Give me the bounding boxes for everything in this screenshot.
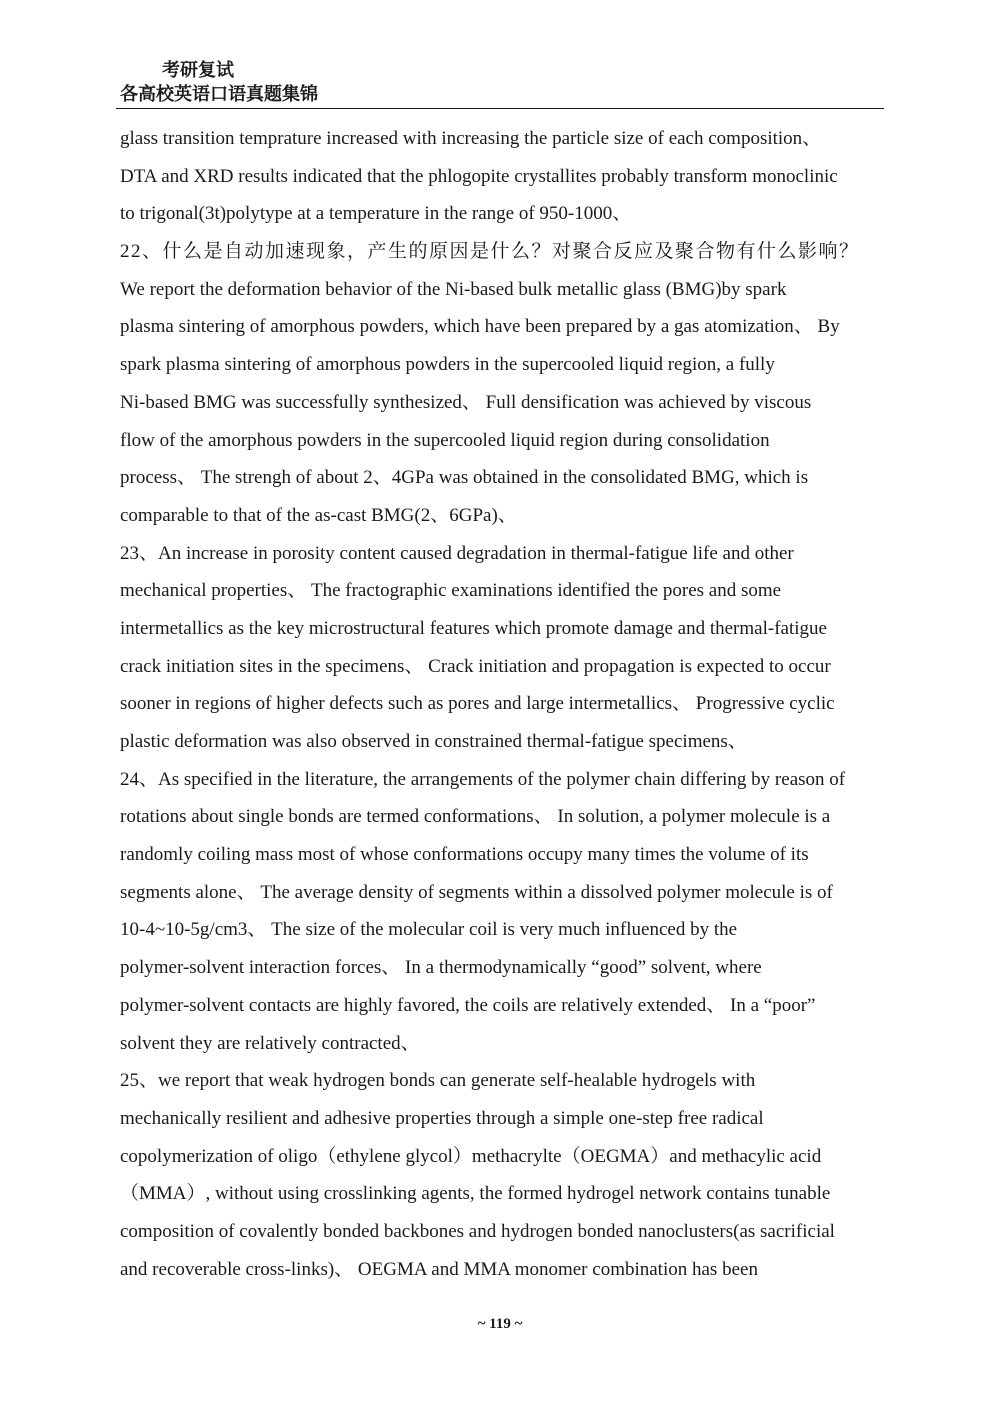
text-line: randomly coiling mass most of whose conformations occupy many times the volume of its xyxy=(120,844,809,866)
text-line: comparable to that of the as-cast BMG(2、6GPa)、 xyxy=(120,504,517,526)
text-line: crack initiation sites in the specimens、 Crack initiation and propagation is expected to occur xyxy=(120,655,831,677)
question-25-line: 25、we report that weak hydrogen bonds can generate self-healable hydrogels with xyxy=(120,1070,756,1092)
text-line: plastic deformation was also observed in constrained thermal-fatigue specimens、 xyxy=(120,731,747,752)
text-line: mechanical properties、 The fractographic examinations identified the pores and some xyxy=(120,580,782,602)
text-line: rotations about single bonds are termed conformations、 In solution, a polymer molecule is a xyxy=(120,806,831,828)
question-24-line: 24、As specified in the literature, the arrangements of the polymer chain differing by reason of xyxy=(120,768,846,790)
text-line: Ni-based BMG was successfully synthesized、 Full densification was achieved by viscous xyxy=(120,391,812,413)
question-23-line: 23、An increase in porosity content caused degradation in thermal-fatigue life and other xyxy=(120,542,794,564)
document-body xyxy=(120,120,888,1288)
text-line: to trigonal(3t)polytype at a temperature in the range of 950-1000、 xyxy=(120,203,632,225)
text-line: intermetallics as the key microstructural features which promote damage and thermal-fatigue xyxy=(120,617,827,639)
text-line: （MMA）, without using crosslinking agents, the formed hydrogel network contains tunable xyxy=(120,1183,831,1205)
text-line: segments alone、 The average density of segments within a dissolved polymer molecule is of xyxy=(120,881,833,903)
text-line: DTA and XRD results indicated that the phlogopite crystallites probably transform monoclinic xyxy=(120,165,838,187)
question-22-line: 22、什么是自动加速现象，产生的原因是什么？对聚合反应及聚合物有什么影响？ xyxy=(120,241,860,263)
text-line: polymer-solvent contacts are highly favored, the coils are relatively extended、 In a “poor” xyxy=(120,994,816,1016)
page-number: ~ 119 ~ xyxy=(477,1316,523,1332)
text-line: and recoverable cross-links)、 OEGMA and MMA monomer combination has been xyxy=(120,1258,758,1280)
text-line: 10-4~10-5g/cm3、 The size of the molecular coil is very much influenced by the xyxy=(120,919,738,941)
text-line: process、 The strengh of about 2、4GPa was obtained in the consolidated BMG, which is xyxy=(120,467,809,489)
text-line: copolymerization of oligo（ethylene glycol）methacrylte（OEGMA）and methacylic acid xyxy=(120,1145,822,1167)
text-line: solvent they are relatively contracted、 xyxy=(120,1032,420,1054)
text-line: plasma sintering of amorphous powders, which have been prepared by a gas atomization、 By xyxy=(120,316,840,338)
page-header xyxy=(120,58,318,106)
header-title: 考研复试 xyxy=(162,60,234,80)
text-line: sooner in regions of higher defects such as pores and large intermetallics、 Progressive cyclic xyxy=(120,693,835,715)
text-line: We report the deformation behavior of the Ni-based bulk metallic glass (BMG)by spark xyxy=(120,278,787,300)
header-subtitle: 各高校英语口语真题集锦 xyxy=(120,84,318,104)
text-line: polymer-solvent interaction forces、 In a thermodynamically “good” solvent, where xyxy=(120,957,762,979)
text-line: spark plasma sintering of amorphous powders in the supercooled liquid region, a fully xyxy=(120,354,775,376)
header-divider xyxy=(116,108,884,109)
text-line: glass transition temprature increased with increasing the particle size of each composition、 xyxy=(120,128,822,149)
text-line: flow of the amorphous powders in the supercooled liquid region during consolidation xyxy=(120,429,770,451)
text-line: mechanically resilient and adhesive properties through a simple one-step free radical xyxy=(120,1107,764,1129)
text-line: composition of covalently bonded backbones and hydrogen bonded nanoclusters(as sacrificial xyxy=(120,1220,835,1242)
